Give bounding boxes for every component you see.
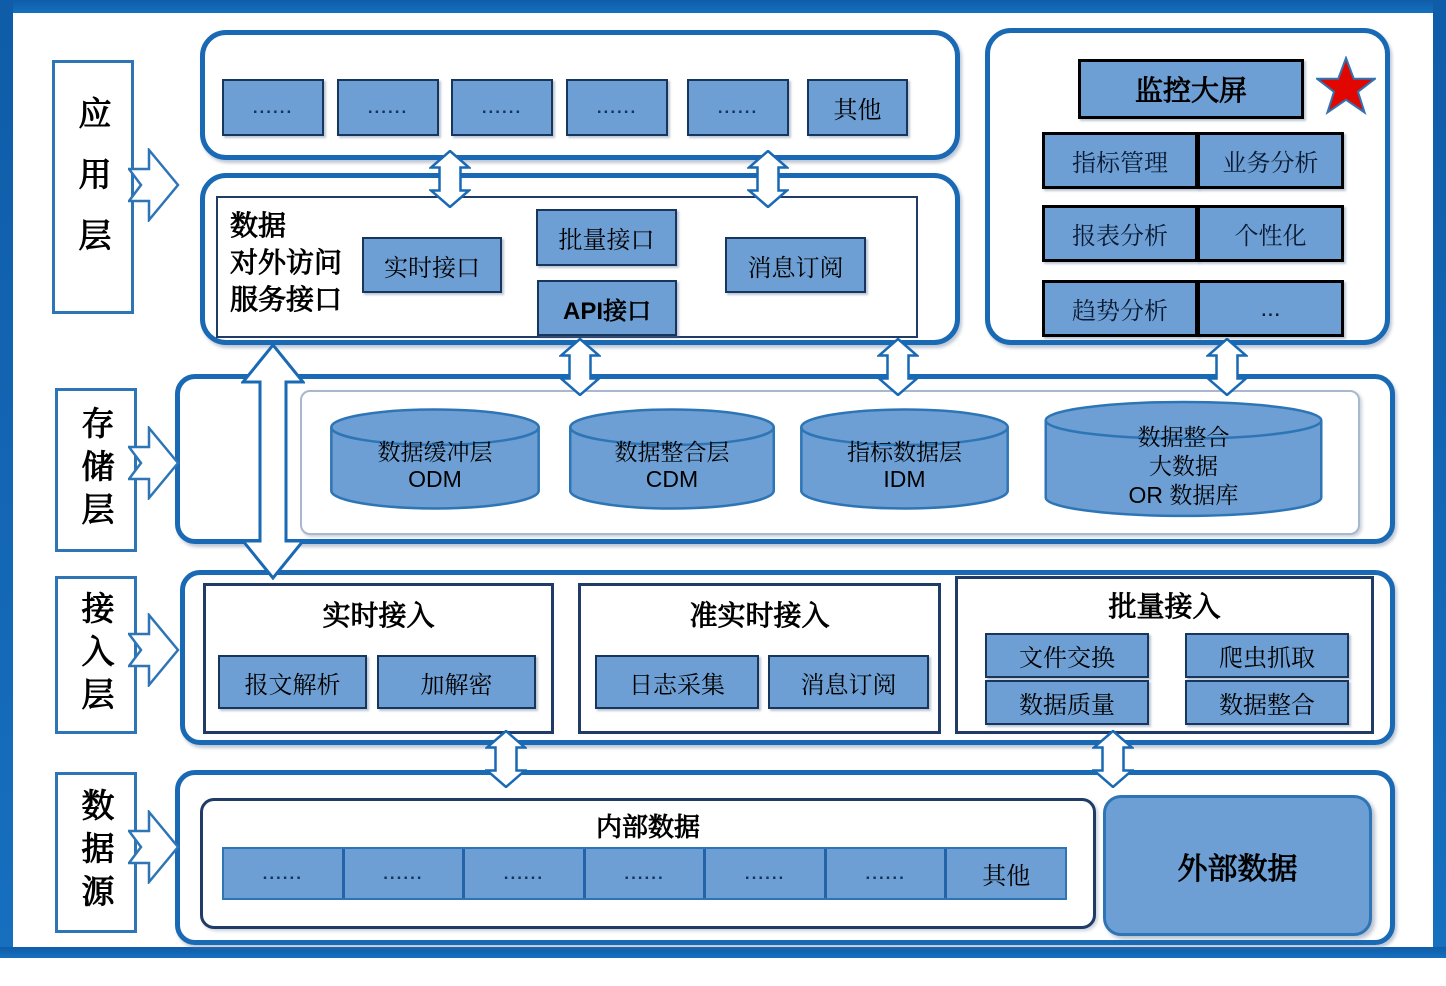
internal-cell-6-label: ...... — [865, 863, 906, 883]
cylinder-cdm-line2: CDM — [645, 466, 699, 492]
app-module-3 — [451, 79, 553, 136]
double-arrow-monitor-storage — [1206, 338, 1248, 396]
layer-arrow-storage — [128, 426, 180, 500]
layer-arrow-access — [128, 613, 180, 687]
realtime-access-title: 实时接入 — [322, 600, 435, 631]
file-exchange-box: 文件交换 — [985, 633, 1149, 678]
internal-cell-2 — [345, 849, 466, 898]
service-title-line1: 数据 — [230, 210, 287, 241]
layer-label-storage — [55, 388, 137, 552]
cylinder-bigdata-line2: 大数据 — [1149, 452, 1218, 479]
cylinder-cdm-line1: 数据整合层 — [614, 439, 730, 465]
frame-left — [0, 0, 13, 958]
app-module-5-label: ...... — [717, 97, 759, 117]
app-module-3-label: ...... — [481, 97, 523, 117]
layer-arrow-application — [128, 148, 180, 222]
cylinder-bigdata — [1040, 400, 1327, 522]
app-module-1 — [222, 79, 324, 136]
crawler-box: 爬虫抓取 — [1185, 633, 1349, 678]
internal-cell-1 — [224, 849, 345, 898]
message-subscribe-access-box: 消息订阅 — [768, 655, 929, 709]
data-quality-box: 数据质量 — [985, 680, 1149, 725]
internal-cell-6 — [827, 849, 948, 898]
app-module-1-label: ...... — [252, 97, 294, 117]
app-module-2-label: ...... — [367, 97, 409, 117]
frame-right — [1433, 0, 1446, 958]
double-arrow-access-source-right — [1092, 730, 1134, 788]
layer-label-storage-text: 存储层 — [77, 405, 115, 535]
cylinder-odm-line1: 数据缓冲层 — [377, 439, 493, 465]
service-interface-title — [230, 207, 342, 318]
cylinder-odm — [327, 406, 543, 512]
tall-double-arrow-app-access — [241, 344, 305, 580]
app-module-2 — [337, 79, 439, 136]
internal-cell-4-label: ...... — [624, 863, 665, 883]
cylinder-idm-line2: IDM — [883, 466, 926, 492]
service-title-line3: 服务接口 — [230, 284, 343, 315]
data-integration-box: 数据整合 — [1185, 680, 1349, 725]
monitor-item-trend-analysis: 趋势分析 — [1042, 280, 1198, 337]
layer-label-access — [55, 576, 137, 734]
service-title-line2: 对外访问 — [230, 247, 343, 278]
star-icon — [1316, 56, 1376, 116]
internal-cell-1-label: ...... — [262, 863, 303, 883]
double-arrow-service-storage-2 — [877, 338, 919, 396]
frame-top — [0, 0, 1446, 13]
double-arrow-appmodules-service-right — [747, 150, 789, 208]
internal-data-cells — [222, 847, 1067, 900]
internal-cell-4 — [586, 849, 707, 898]
cylinder-bigdata-line1: 数据整合 — [1137, 423, 1230, 450]
app-module-4 — [566, 79, 668, 136]
app-module-other: 其他 — [807, 79, 908, 136]
frame-bottom-bar — [0, 947, 1446, 958]
app-module-5 — [687, 79, 789, 136]
layer-arrow-datasource — [128, 810, 180, 884]
layer-label-application-text: 应用层 — [74, 95, 112, 279]
app-module-4-label: ...... — [596, 97, 638, 117]
monitor-item-report-analysis: 报表分析 — [1042, 205, 1198, 262]
cylinder-bigdata-line3: OR 数据库 — [1128, 481, 1239, 508]
double-arrow-appmodules-service-left — [429, 150, 471, 208]
double-arrow-service-storage-1 — [559, 338, 601, 396]
double-arrow-access-source-left — [485, 730, 527, 788]
layer-label-datasource — [55, 772, 137, 933]
internal-cell-5-label: ...... — [744, 863, 786, 883]
cylinder-idm-line1: 指标数据层 — [847, 439, 962, 465]
realtime-interface-box: 实时接口 — [362, 237, 502, 293]
cylinder-idm — [797, 406, 1012, 512]
internal-cell-5 — [706, 849, 827, 898]
monitor-title-box: 监控大屏 — [1078, 59, 1304, 119]
internal-data-title: 内部数据 — [595, 812, 700, 842]
external-data-box: 外部数据 — [1103, 795, 1372, 936]
cylinder-cdm — [566, 406, 778, 512]
cylinder-odm-line2: ODM — [408, 466, 462, 492]
internal-cell-3-label: ...... — [503, 863, 545, 883]
layer-label-access-text: 接入层 — [77, 590, 115, 720]
internal-cell-2-label: ...... — [383, 863, 424, 883]
monitor-item-indicator-mgmt: 指标管理 — [1042, 132, 1198, 189]
packet-parse-box: 报文解析 — [218, 655, 367, 709]
near-realtime-access-title: 准实时接入 — [689, 600, 830, 631]
monitor-item-business-analysis: 业务分析 — [1197, 132, 1344, 189]
internal-cell-3 — [465, 849, 586, 898]
batch-access-title: 批量接入 — [1108, 591, 1221, 622]
batch-interface-box: 批量接口 — [536, 209, 677, 266]
internal-cell-other: 其他 — [947, 849, 1065, 898]
api-interface-box: API接口 — [537, 280, 677, 336]
layer-label-application — [52, 60, 134, 314]
message-subscribe-box: 消息订阅 — [725, 237, 866, 293]
monitor-item-personalization: 个性化 — [1197, 205, 1344, 262]
layer-label-datasource-text: 数据源 — [77, 788, 115, 917]
encrypt-decrypt-box: 加解密 — [377, 655, 536, 709]
log-collect-box: 日志采集 — [595, 655, 759, 709]
monitor-item-more: ... — [1197, 280, 1344, 337]
